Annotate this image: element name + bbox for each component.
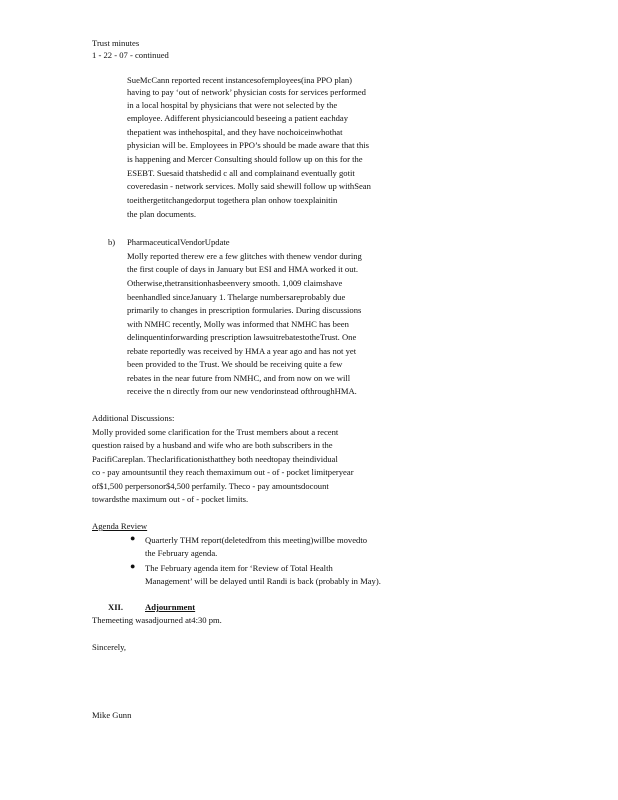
closing-text: Sincerely, (92, 642, 127, 652)
paragraph-line: rebate reportedly was received by HMA a year ago and has not yet (127, 346, 357, 356)
paragraph-line: SueMcCann reported recent instancesofemployees(ina PPO plan) (127, 75, 353, 85)
paragraph-line: the plan documents. (127, 209, 196, 219)
header-title: Trust minutes (92, 38, 140, 48)
bullet-icon: ● (130, 533, 136, 543)
paragraph-line: having to pay ‘out of network’ physician costs for services performed (127, 87, 366, 97)
adjournment-text: Themeeting wasadjourned at4:30 pm. (92, 615, 222, 625)
agenda-heading: Agenda Review (92, 521, 148, 531)
list-item-text: Management’ will be delayed until Randi is back (probably in May). (145, 576, 381, 586)
header-date: 1 - 22 - 07 - continued (92, 50, 169, 60)
paragraph-line: in a local hospital by physicians that were not selected by the (127, 100, 338, 110)
paragraph-line: beenhandled sinceJanuary 1. Thelarge numbersareprobably due (127, 292, 346, 302)
paragraph-line: is happening and Mercer Consulting should follow up on this for the (127, 154, 363, 164)
paragraph-line: receive the n directly from our new vendorinstead ofthroughHMA. (127, 386, 357, 396)
paragraph-line: primarily to changes in prescription formularies. During discussions (127, 305, 362, 315)
paragraph-line: of$1,500 perpersonor$4,500 perfamily. Theco - pay amountsdocount (92, 481, 329, 491)
list-item-text: The February agenda item for ‘Review of Total Health (145, 563, 333, 573)
paragraph-line: Otherwise,thetransitionhasbeenvery smooth. 1,009 claimshave (127, 278, 343, 288)
section-label-b: b) (108, 237, 116, 247)
paragraph-line: toeithergetitchangedorput togethera plan onhow toexplainitin (127, 195, 338, 205)
paragraph-line: thepatient was inthehospital, and they have nochoiceinwhothat (127, 127, 343, 137)
paragraph-line: delinquentinforwarding prescription lawsuitrebatestotheTrust. One (127, 332, 357, 342)
paragraph-line: towardsthe maximum out - of - pocket limits. (92, 494, 249, 504)
section-numeral: XII. (108, 602, 124, 612)
paragraph-line: been provided to the Trust. We should be receiving quite a few (127, 359, 343, 369)
paragraph-line: Molly reported therew ere a few glitches with thenew vendor during (127, 251, 362, 261)
list-item-text: Quarterly THM report(deletedfrom this meeting)willbe movedto (145, 535, 368, 545)
paragraph-line: the first couple of days in January but ESI and HMA worked it out. (127, 264, 359, 274)
paragraph-line: physician will be. Employees in PPO’s should be made aware that this (127, 140, 370, 150)
adjournment-heading: Adjournment (145, 602, 196, 612)
paragraph-line: ESEBT. Suesaid thatshedid c all and complainand eventually gotit (127, 168, 355, 178)
paragraph-line: PacifiCareplan. Theclarificationisthatthey both needtopay theindividual (92, 454, 338, 464)
paragraph-line: with NMHC recently, Molly was informed that NMHC has been (127, 319, 349, 329)
paragraph-line: employee. Adifferent physiciancould beseeing a patient eachday (127, 113, 349, 123)
bullet-icon: ● (130, 561, 136, 571)
paragraph-line: rebates in the near future from NMHC, and from now on we will (127, 373, 351, 383)
paragraph-line: Molly provided some clarification for the Trust members about a recent (92, 427, 339, 437)
paragraph-line: coveredasin - network services. Molly said shewill follow up withSean (127, 181, 371, 191)
signature-name: Mike Gunn (92, 710, 132, 720)
paragraph-line: co - pay amountsuntil they reach themaximum out - of - pocket limitperyear (92, 467, 354, 477)
pharma-heading: PharmaceuticalVendorUpdate (127, 237, 230, 247)
paragraph-line: question raised by a husband and wife who are both subscribers in the (92, 440, 333, 450)
additional-heading: Additional Discussions: (92, 413, 175, 423)
list-item-text: the February agenda. (145, 548, 218, 558)
